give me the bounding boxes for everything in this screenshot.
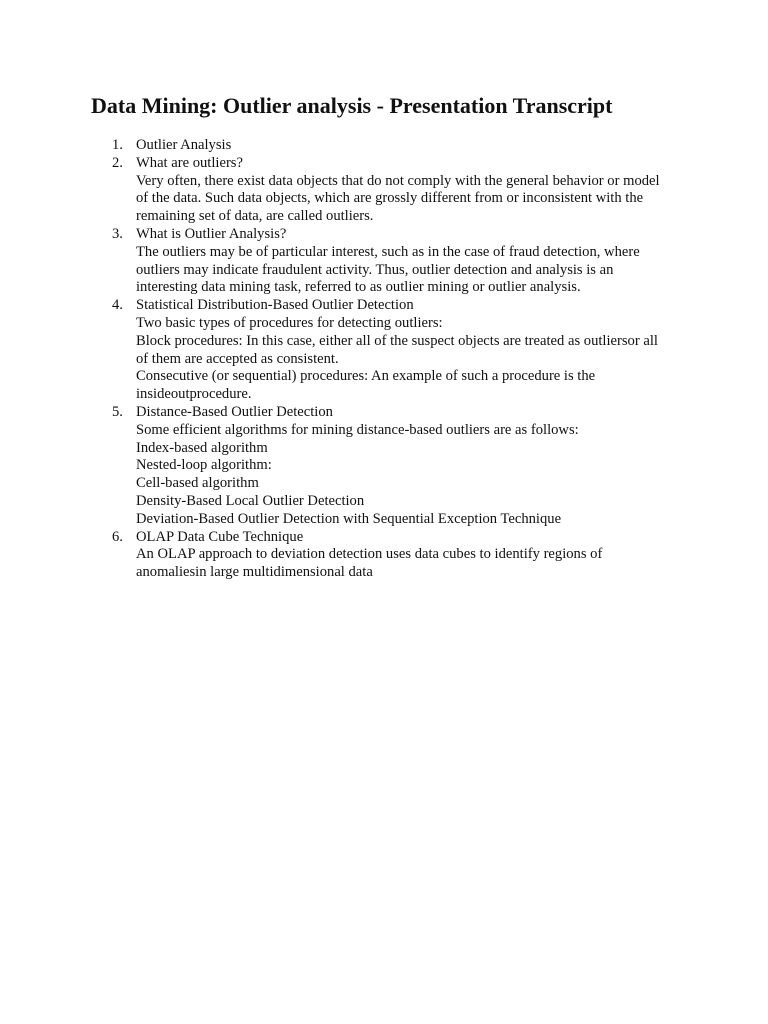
outline-list [0,137,768,582]
list-item-heading: Outlier Analysis [136,137,232,153]
list-item-text: interesting data mining task, referred to as outlier mining or outlier analysis. [136,279,581,296]
list-item-number: 4. [112,297,123,314]
list-item [0,529,696,582]
list-item-number: 5. [112,403,123,420]
list-item [0,404,696,529]
list-item-text: The outliers may be of particular interest, such as in the case of fraud detection, where [136,243,640,260]
list-item-text: Two basic types of procedures for detecting outliers: [136,314,443,331]
list-item-text: Cell-based algorithm [136,475,259,492]
list-item-text: Block procedures: In this case, either all of the suspect objects are treated as outliersor all [136,332,658,349]
list-item [0,137,696,155]
list-item-text: remaining set of data, are called outliers. [136,208,374,225]
list-item-text: of them are accepted as consistent. [136,350,339,367]
list-item-text: An OLAP approach to deviation detection uses data cubes to identify regions of [136,546,603,563]
list-item-text: Deviation-Based Outlier Detection with Sequential Exception Technique [136,510,562,527]
list-item-number: 1. [112,137,123,153]
list-item-text: insideoutprocedure. [136,386,252,403]
document-title: Data Mining: Outlier analysis - Presentation Transcript [91,93,613,118]
list-item-text: Density-Based Local Outlier Detection [136,492,365,509]
list-item-heading: Distance-Based Outlier Detection [136,403,333,420]
list-item [0,297,696,404]
list-item-number: 2. [112,154,123,171]
list-item-number: 6. [112,528,123,545]
list-item-number: 3. [112,225,123,242]
list-item-text: of the data. Such data objects, which are grossly different from or inconsistent with the [136,190,644,207]
list-item [0,155,696,226]
list-item-text: Nested-loop algorithm: [136,457,272,474]
list-item [0,226,696,297]
list-item-heading: OLAP Data Cube Technique [136,528,304,545]
list-item-heading: What are outliers? [136,154,243,171]
list-item-text: outliers may indicate fraudulent activity. Thus, outlier detection and analysis is an [136,261,614,278]
list-item-text: Index-based algorithm [136,439,268,456]
list-item-text: Consecutive (or sequential) procedures: An example of such a procedure is the [136,368,596,385]
list-item-text: anomaliesin large multidimensional data [136,564,373,581]
list-item-heading: Statistical Distribution-Based Outlier Detection [136,297,414,314]
list-item-text: Some efficient algorithms for mining distance-based outliers are as follows: [136,421,579,438]
list-item-text: Very often, there exist data objects that do not comply with the general behavior or model [136,172,660,189]
list-item-heading: What is Outlier Analysis? [136,225,287,242]
